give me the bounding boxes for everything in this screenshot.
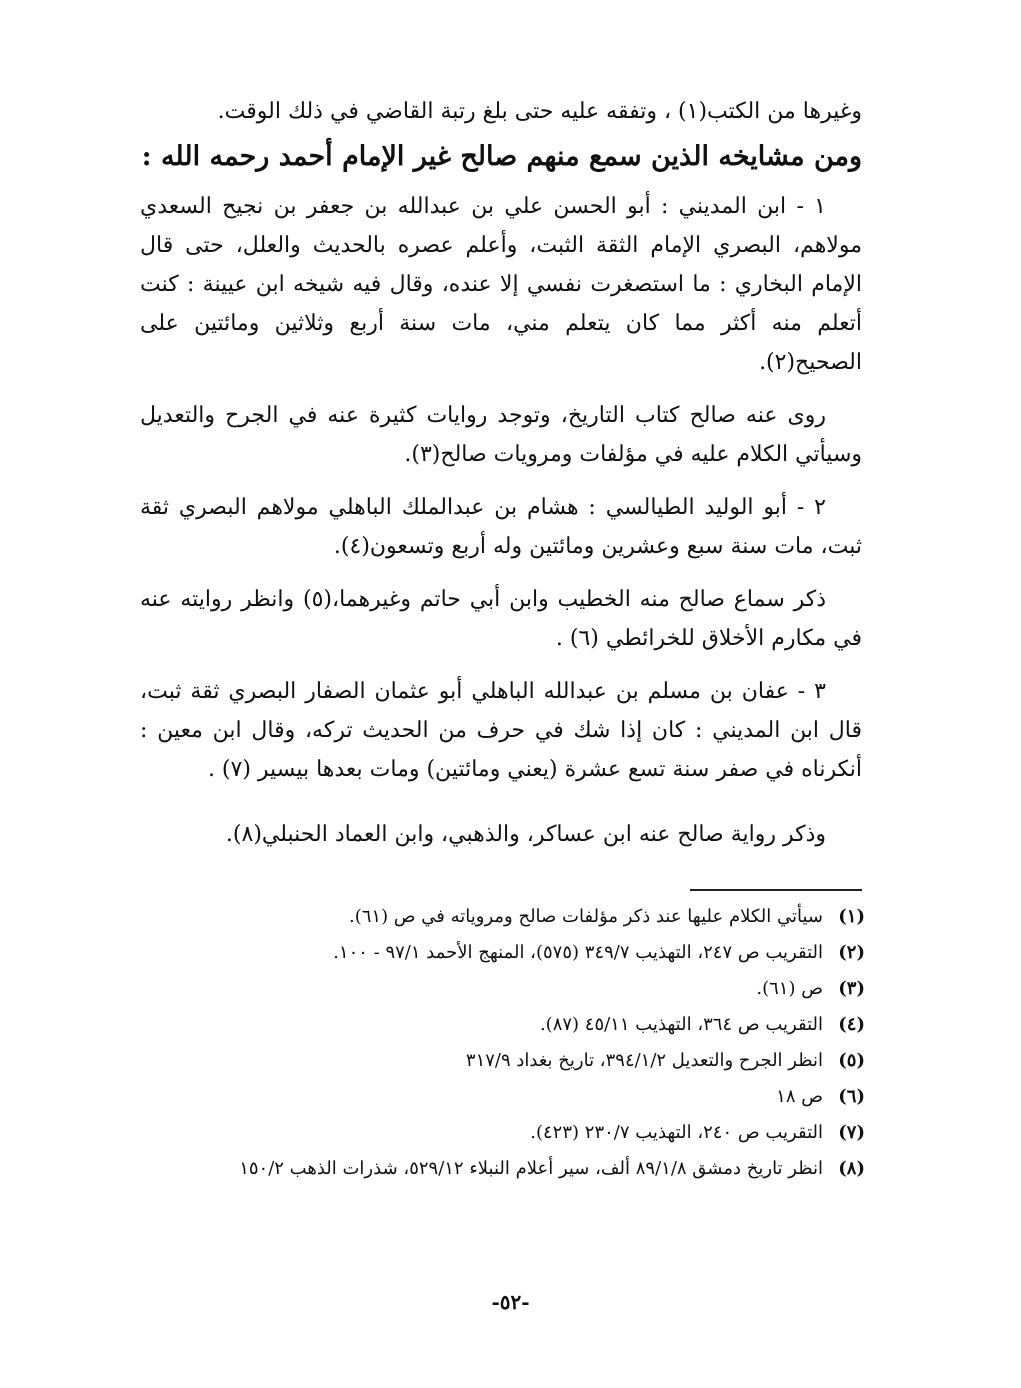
entry-3-note-paragraph: وذكر رواية صالح عنه ابن عساكر، والذهبي، وابن العماد الحنبلي(٨). xyxy=(225,822,826,847)
footnote-item xyxy=(140,1046,865,1076)
footnote-item xyxy=(140,1082,865,1112)
entry-2-paragraph: ٢ - أبو الوليد الطيالسي : هشام بن عبدالملك الباهلي مولاهم البصري ثقة ثبت، مات سنة سبع وعشرين ومائتين وله أربع وتسعون(٤). xyxy=(140,495,862,559)
footnote-text: ص (٦١). xyxy=(756,978,823,999)
entry-1-note-paragraph: روى عنه صالح كتاب التاريخ، وتوجد روايات كثيرة عنه في الجرح والتعديل وسيأتي الكلام عليه في مؤلفات ومرويات صالح(٣). xyxy=(140,403,862,467)
footnote-item xyxy=(140,902,865,932)
footnote-text: ص ١٨ xyxy=(776,1086,823,1107)
footnote-number: (٣) xyxy=(838,978,865,999)
footnote-text: سيأتي الكلام عليها عند ذكر مؤلفات صالح ومروياته في ص (٦١). xyxy=(348,906,823,927)
main-text xyxy=(140,92,862,868)
footnote-item xyxy=(140,974,865,1004)
footnote-text: التقريب ص ٢٤٧، التهذيب ٣٤٩/٧ (٥٧٥)، المنهج الأحمد ٩٧/١ - ١٠٠. xyxy=(333,942,823,963)
footnote-number: (٢) xyxy=(838,942,865,963)
footnote-number: (٧) xyxy=(838,1122,865,1143)
section-heading: ومن مشايخه الذين سمع منهم صالح غير الإمام أحمد رحمه الله : xyxy=(141,141,862,172)
footnote-number: (٦) xyxy=(838,1086,865,1107)
footnote-text: التقريب ص ٣٦٤، التهذيب ٤٥/١١ (٨٧). xyxy=(539,1014,823,1035)
entry-1-paragraph: ١ - ابن المديني : أبو الحسن علي بن عبدالله بن جعفر بن نجيح السعدي مولاهم، البصري الإمام الثقة الثبت، وأعلم عصره بالحديث والعلل، حتى قال الإمام البخاري : ما استصغرت نفسي إلا عنده، وقال فيه شيخه ابن عيينة : كنت أتعلم منه أكثر مما كان يتعلم مني، مات سنة أربع وثلاثين ومائتين على الصحيح(٢). xyxy=(140,194,862,375)
footnote-number: (١) xyxy=(838,906,865,927)
footnotes xyxy=(140,902,865,1190)
entry-2-note-paragraph: ذكر سماع صالح منه الخطيب وابن أبي حاتم وغيرهما،(٥) وانظر روايته عنه في مكارم الأخلاق للخرائطي (٦) . xyxy=(140,587,862,651)
footnote-item xyxy=(140,1118,865,1148)
footnote-text: انظر الجرح والتعديل ٣٩٤/١/٢، تاريخ بغداد ٣١٧/٩ xyxy=(465,1050,823,1071)
intro-paragraph: وغيرها من الكتب(١) ، وتفقه عليه حتى بلغ رتبة القاضي في ذلك الوقت. xyxy=(217,99,862,124)
footnote-text: انظر تاريخ دمشق ٨٩/١/٨ ألف، سير أعلام النبلاء ٥٢٩/١٢، شذرات الذهب ١٥٠/٢ xyxy=(239,1158,823,1179)
footnote-item xyxy=(140,1010,865,1040)
footnote-number: (٨) xyxy=(838,1158,865,1179)
page-number: -٥٢- xyxy=(491,1290,530,1314)
footnote-separator xyxy=(690,889,862,891)
footnote-item xyxy=(140,1154,865,1184)
footnote-item xyxy=(140,938,865,968)
entry-3-paragraph: ٣ - عفان بن مسلم بن عبدالله الباهلي أبو عثمان الصفار البصري ثقة ثبت، قال ابن المديني : كان إذا شك في حرف من الحديث تركه، وقال ابن معين : أنكرناه في صفر سنة تسع عشرة (يعني ومائتين) ومات بعدها بيسير (٧) . xyxy=(140,679,862,782)
footnote-number: (٥) xyxy=(838,1050,865,1071)
footnote-text: التقريب ص ٢٤٠، التهذيب ٢٣٠/٧ (٤٢٣). xyxy=(530,1122,823,1143)
footnote-number: (٤) xyxy=(838,1014,865,1035)
